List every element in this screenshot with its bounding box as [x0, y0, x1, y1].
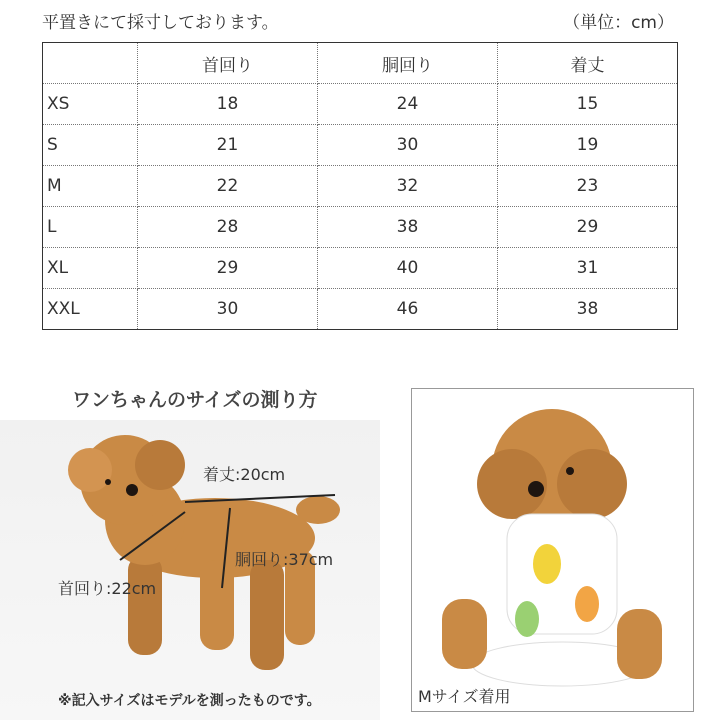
table-row	[43, 166, 678, 207]
note-text: 平置きにて採寸しております。	[42, 13, 279, 33]
neck-cell: 30	[138, 289, 318, 330]
chest-label: 胴回り:37cm	[235, 550, 334, 569]
table-row	[43, 125, 678, 166]
neck-cell: 21	[138, 125, 318, 166]
model-caption: Mサイズ着用	[418, 687, 511, 706]
chest-cell: 24	[318, 84, 498, 125]
table-row	[43, 289, 678, 330]
footnote: ※記入サイズはモデルを測ったものです。	[58, 693, 321, 709]
size-table	[42, 42, 678, 330]
table-row	[43, 207, 678, 248]
pineapple-pattern	[533, 544, 561, 584]
length-cell: 38	[498, 289, 678, 330]
length-cell: 19	[498, 125, 678, 166]
measure-title: ワンちゃんのサイズの測り方	[72, 389, 318, 411]
length-cell: 23	[498, 166, 678, 207]
neck-label: 首回り:22cm	[58, 579, 157, 598]
dog-in-dress-illustration	[412, 389, 693, 711]
length-cell: 29	[498, 207, 678, 248]
neck-cell: 29	[138, 248, 318, 289]
length-cell: 15	[498, 84, 678, 125]
size-cell: XL	[43, 248, 138, 289]
chest-cell: 46	[318, 289, 498, 330]
table-header-row	[43, 43, 678, 84]
size-cell: XS	[43, 84, 138, 125]
size-cell: S	[43, 125, 138, 166]
chest-cell: 30	[318, 125, 498, 166]
header-length: 着丈	[498, 43, 678, 84]
length-label: 着丈:20cm	[203, 465, 286, 484]
size-cell: M	[43, 166, 138, 207]
neck-cell: 18	[138, 84, 318, 125]
header-neck: 首回り	[138, 43, 318, 84]
chest-cell: 38	[318, 207, 498, 248]
table-row	[43, 248, 678, 289]
pineapple-pattern	[515, 601, 539, 637]
pineapple-pattern	[575, 586, 599, 622]
neck-cell: 22	[138, 166, 318, 207]
dog-illustration	[0, 420, 380, 720]
unit-text: （単位：cm）	[563, 13, 674, 33]
model-photo	[411, 388, 694, 712]
header-size	[43, 43, 138, 84]
chest-cell: 40	[318, 248, 498, 289]
table-row	[43, 84, 678, 125]
length-cell: 31	[498, 248, 678, 289]
measurement-photo	[0, 420, 380, 720]
chest-cell: 32	[318, 166, 498, 207]
neck-cell: 28	[138, 207, 318, 248]
size-cell: L	[43, 207, 138, 248]
header-chest: 胴回り	[318, 43, 498, 84]
size-cell: XXL	[43, 289, 138, 330]
